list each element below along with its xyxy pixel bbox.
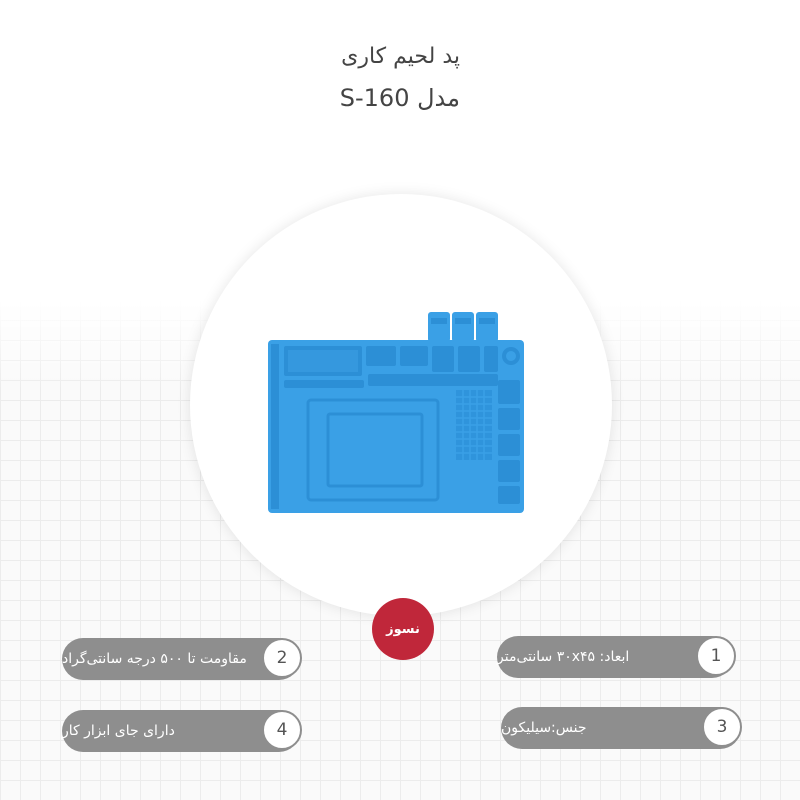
mat-tray — [476, 312, 498, 342]
feature-number: 2 — [276, 648, 288, 668]
feature-text: دارای جای ابزار کار — [62, 723, 175, 739]
product-title: پد لحیم کاری — [341, 44, 460, 69]
mat-tray — [428, 312, 450, 342]
feature-number: 4 — [276, 720, 288, 740]
mat-tray — [452, 312, 474, 342]
brand-label: نسوز — [386, 621, 420, 637]
feature-number-badge — [696, 636, 736, 676]
feature-text: ابعاد: ۳۰x۴۵ سانتی‌متر — [497, 649, 630, 665]
product-model: مدل S-160 — [339, 84, 460, 112]
feature-number-badge — [262, 638, 302, 678]
feature-text: مقاومت تا ۵۰۰ درجه سانتی‌گراد — [62, 651, 247, 667]
feature-number: 3 — [716, 717, 728, 737]
feature-text: جنس:سیلیکون — [501, 720, 587, 736]
feature-number: 1 — [710, 646, 722, 666]
feature-number-badge — [702, 707, 742, 747]
brand-badge — [372, 598, 434, 660]
silicone-mat-image — [268, 310, 528, 515]
feature-number-badge — [262, 710, 302, 750]
